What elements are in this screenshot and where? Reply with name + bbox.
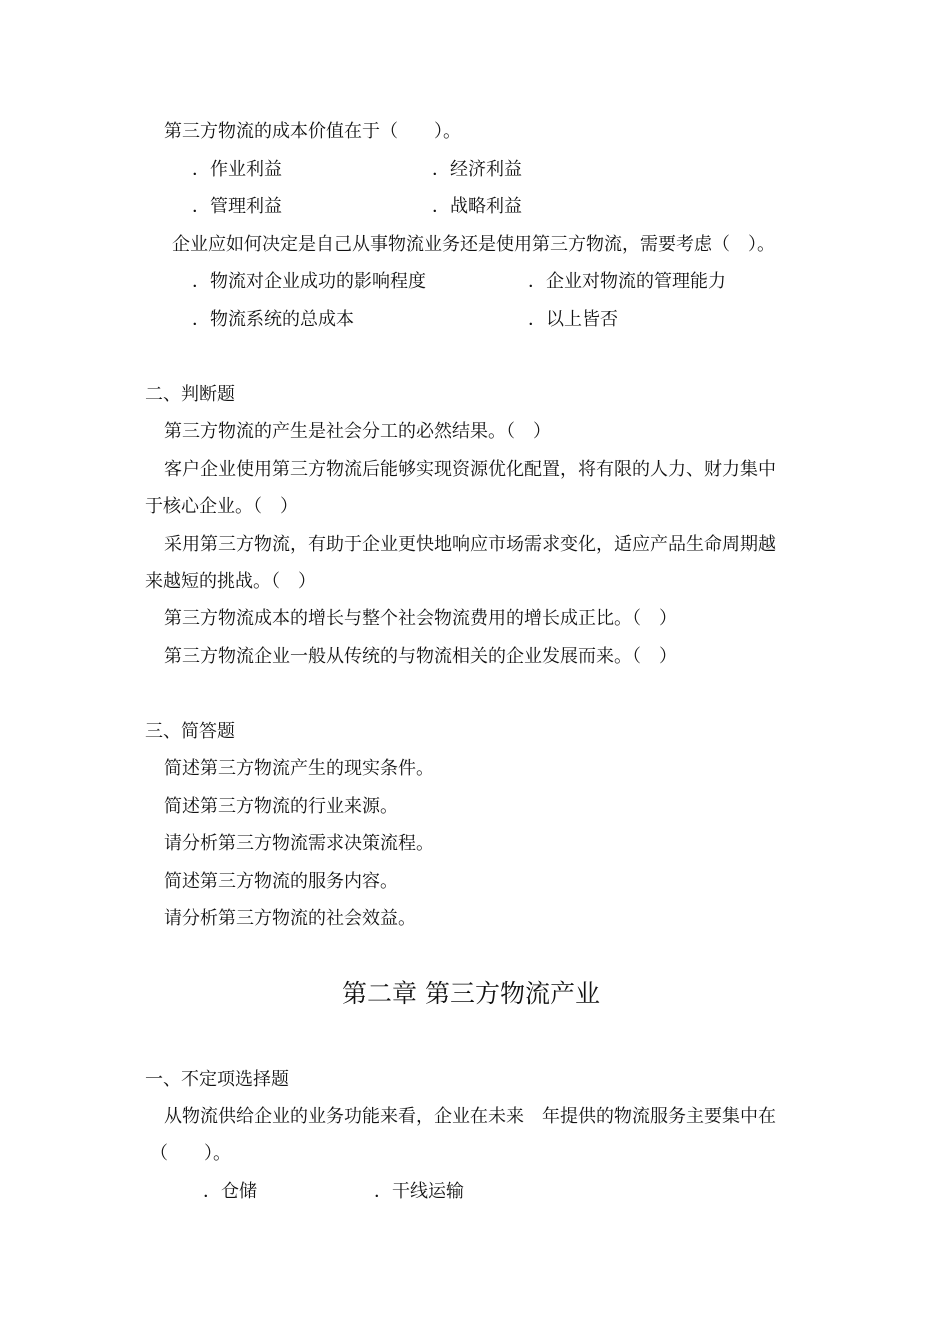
list-item: 请分析第三方物流的社会效益。: [164, 908, 416, 929]
option-b: ．企业对物流的管理能力: [528, 271, 726, 292]
list-item: 采用第三方物流，有助于企业更快地响应市场需求变化，适应产品生命周期越: [164, 534, 776, 555]
list-item: 简述第三方物流产生的现实条件。: [164, 758, 434, 779]
chapter-title: 第二章 第三方物流产业: [342, 979, 600, 1008]
list-item: 第三方物流的产生是社会分工的必然结果。（ ）: [164, 421, 551, 442]
question-stem: 从物流供给企业的业务功能来看，企业在未来 年提供的物流服务主要集中在: [164, 1106, 776, 1127]
option-d: ．以上皆否: [528, 309, 618, 330]
list-item: 客户企业使用第三方物流后能够实现资源优化配置，将有限的人力、财力集中: [164, 459, 776, 480]
option-d: ．战略利益: [432, 196, 522, 217]
list-item: 第三方物流成本的增长与整个社会物流费用的增长成正比。（ ）: [164, 608, 677, 629]
list-item: 请分析第三方物流需求决策流程。: [164, 833, 434, 854]
section-heading: 二、判断题: [145, 384, 235, 405]
question-stem: 第三方物流的成本价值在于（ ）。: [164, 121, 461, 142]
option-c: ．管理利益: [192, 196, 282, 217]
option-b: ．经济利益: [432, 159, 522, 180]
option-a: ．作业利益: [192, 159, 282, 180]
question-stem: 企业应如何决定是自己从事物流业务还是使用第三方物流，需要考虑（ ）。: [172, 234, 775, 255]
option-a: ．仓储: [203, 1181, 257, 1202]
question-stem: （ ）。: [150, 1143, 231, 1164]
list-item: 简述第三方物流的行业来源。: [164, 796, 398, 817]
list-item: 第三方物流企业一般从传统的与物流相关的企业发展而来。（ ）: [164, 646, 677, 667]
section-heading: 一、不定项选择题: [145, 1069, 289, 1090]
option-b: ．干线运输: [374, 1181, 464, 1202]
option-a: ．物流对企业成功的影响程度: [192, 271, 426, 292]
section-heading: 三、简答题: [145, 721, 235, 742]
option-c: ．物流系统的总成本: [192, 309, 354, 330]
list-item: 简述第三方物流的服务内容。: [164, 871, 398, 892]
list-item: 来越短的挑战。（ ）: [145, 571, 316, 592]
list-item: 于核心企业。（ ）: [145, 496, 298, 517]
